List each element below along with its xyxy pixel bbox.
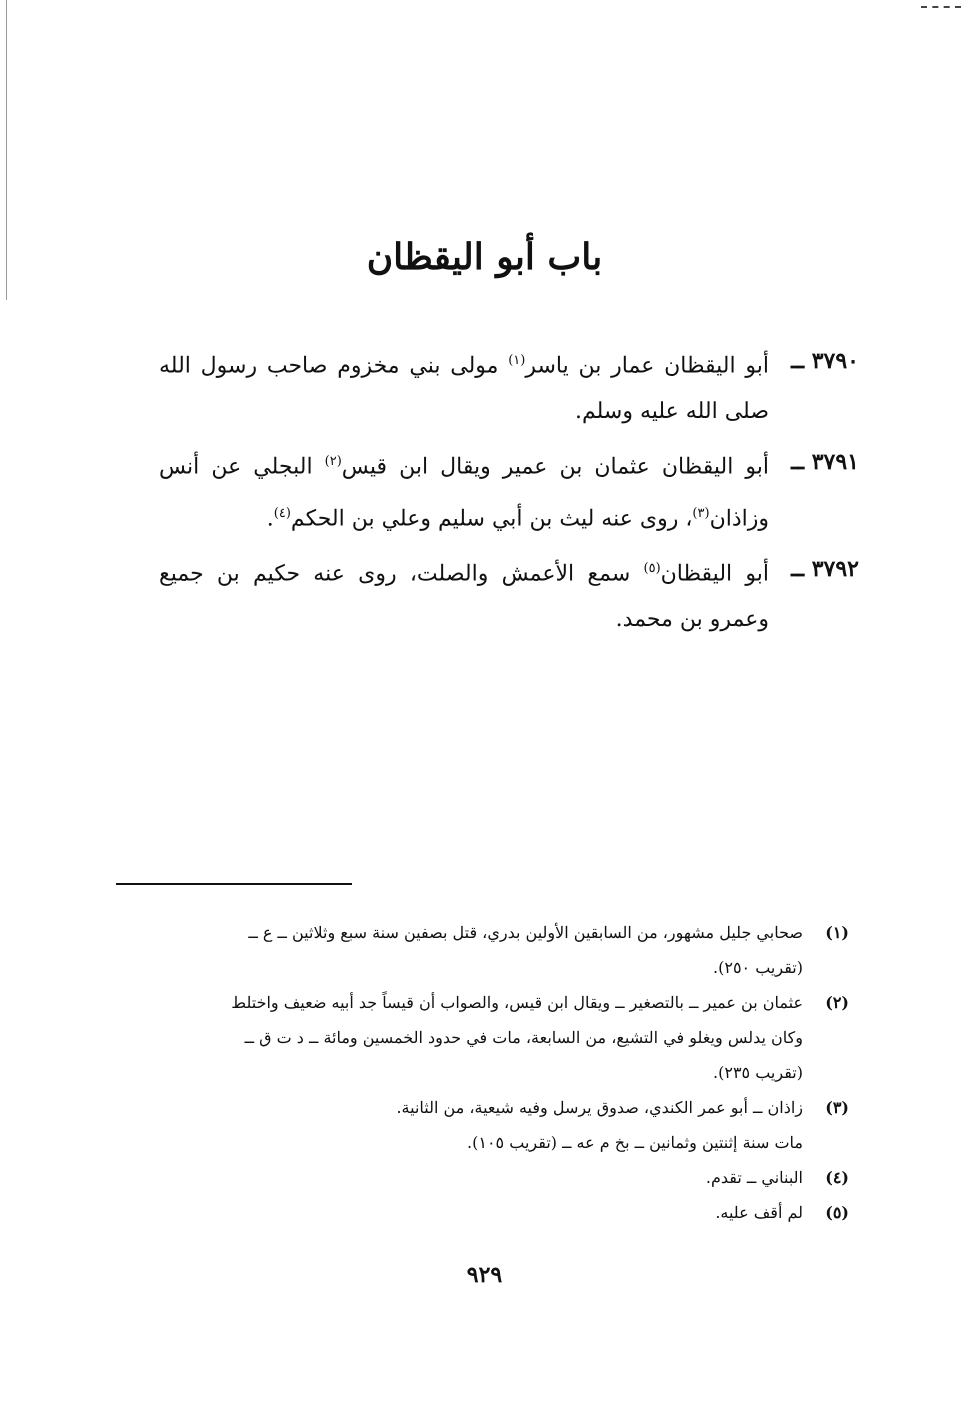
entries-list [159, 338, 859, 647]
footnote-number: (٤) [825, 1168, 849, 1187]
footnote-line: البناني ــ تقدم. [705, 1168, 803, 1187]
footnote [149, 1160, 849, 1195]
scan-corner-mark [921, 6, 961, 8]
entry-text-segment: سمع الأعمش والصلت، روى عنه حكيم بن جميع وعمرو بن محمد. [159, 561, 769, 633]
entry [159, 439, 859, 542]
entry-text-segment: أبو اليقظان [660, 561, 769, 587]
entry [159, 546, 859, 643]
entry-number: ٣٧٩١ ــ [791, 449, 859, 476]
footnote-marker: (٢) [324, 454, 342, 470]
entry-text-segment: أبو اليقظان عمار بن ياسر [525, 353, 769, 379]
entry-text [159, 338, 769, 435]
footnote-marker: (١) [508, 353, 526, 368]
footnote-line: صحابي جليل مشهور، من السابقين الأولين بدري، قتل بصفين سنة سبع وثلاثين ــ ع ــ [248, 923, 803, 942]
entry-text-segment: ، روى عنه ليث بن أبي سليم وعلي بن الحكم [290, 505, 693, 531]
chapter-heading: باب أبو اليقظان [366, 236, 603, 278]
footnote-line: (تقريب ٢٣٥). [713, 1063, 803, 1082]
footnote-marker: (٣) [692, 505, 710, 521]
entry-text-segment: . [266, 505, 274, 531]
entry-number: ٣٧٩٢ ــ [791, 555, 859, 582]
footnote-marker: (٤) [273, 505, 291, 521]
footnote-number: (٥) [825, 1203, 849, 1222]
entry [159, 338, 859, 435]
footnote [149, 985, 849, 1090]
entry-text [159, 439, 769, 542]
footnote-line: عثمان بن عمير ــ بالتصغير ــ ويقال ابن قيس، والصواب أن قيساً جد أبيه ضعيف واختلط [231, 993, 803, 1012]
footnote-line: وكان يدلس ويغلو في التشيع، من السابعة، مات في حدود الخمسين ومائة ــ د ت ق ــ [244, 1028, 803, 1047]
footnote-separator [116, 883, 352, 885]
footnote-line: (تقريب ٢٥٠). [713, 958, 803, 977]
entry-text-segment: مولى بني مخزوم صاحب رسول الله صلى الله عليه وسلم. [159, 353, 769, 425]
footnote-line: زاذان ــ أبو عمر الكندي، صدوق يرسل وفيه شيعية، من الثانية. [396, 1098, 803, 1117]
footnote-line: مات سنة إثنتين وثمانين ــ بخ م عه ــ (تقريب ١٠٥). [467, 1133, 803, 1152]
footnote-number: (٢) [825, 993, 849, 1012]
footnote-line: لم أقف عليه. [715, 1203, 803, 1222]
entry-text-segment: أبو اليقظان عثمان بن عمير ويقال ابن قيس [341, 454, 769, 480]
entry-text [159, 546, 769, 643]
footnote-number: (٣) [825, 1098, 849, 1117]
footnote [149, 915, 849, 985]
footnote-number: (١) [825, 923, 849, 942]
footnote [149, 1195, 849, 1230]
footnote [149, 1090, 849, 1160]
entry-text-segment: البجلي عن أنس وزاذان [159, 454, 769, 531]
footnote-marker: (٥) [643, 560, 661, 576]
page-number: ٩٢٩ [466, 1262, 503, 1288]
footnotes-list [149, 915, 849, 1230]
entry-number: ٣٧٩٠ ــ [791, 348, 859, 374]
